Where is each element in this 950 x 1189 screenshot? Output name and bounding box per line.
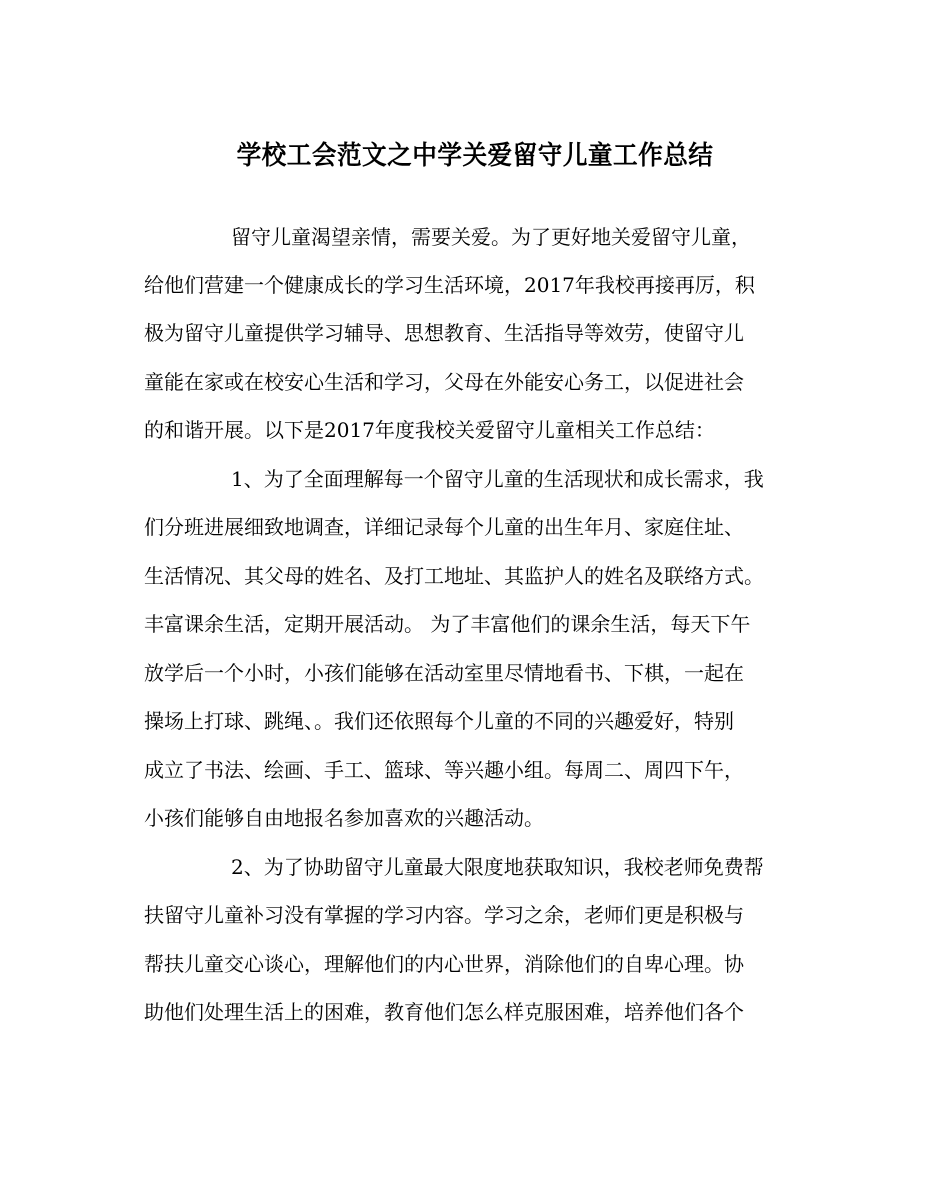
paragraph-line: 操场上打球、跳绳、。我们还依照每个儿童的不同的兴趣爱好，特别 xyxy=(144,709,734,733)
paragraph-line: 极为留守儿童提供学习辅导、思想教育、生活指导等效劳，使留守儿 xyxy=(144,321,744,345)
document-title: 学校工会范文之中学关爱留守儿童工作总结 xyxy=(236,141,714,171)
paragraph-line: 2、为了协助留守儿童最大限度地获取知识，我校老师免费帮 xyxy=(231,855,764,879)
paragraph-line: 留守儿童渴望亲情，需要关爱。为了更好地关爱留守儿童， xyxy=(231,225,751,249)
paragraph-line: 助他们处理生活上的困难，教育他们怎么样克服困难，培养他们各个 xyxy=(144,1000,744,1024)
paragraph-line: 们分班进展细致地调查，详细记录每个儿童的出生年月、家庭住址、 xyxy=(144,515,744,539)
paragraph-line: 帮扶儿童交心谈心，理解他们的内心世界，消除他们的自卑心理。协 xyxy=(144,952,744,976)
paragraph-line: 扶留守儿童补习没有掌握的学习内容。学习之余，老师们更是积极与 xyxy=(144,903,744,927)
paragraph-line: 给他们营建一个健康成长的学习生活环境，2017年我校再接再厉，积 xyxy=(144,273,755,297)
paragraph-line: 丰富课余生活，定期开展活动。 为了丰富他们的课余生活，每天下午 xyxy=(144,612,751,636)
paragraph-line: 童能在家或在校安心生活和学习，父母在外能安心务工，以促进社会 xyxy=(144,370,744,394)
paragraph-line: 小孩们能够自由地报名参加喜欢的兴趣活动。 xyxy=(144,806,544,830)
paragraph-line: 放学后一个小时，小孩们能够在活动室里尽情地看书、下棋，一起在 xyxy=(144,661,744,685)
paragraph-line: 的和谐开展。以下是2017年度我校关爱留守儿童相关工作总结： xyxy=(144,418,715,442)
paragraph-line: 生活情况、其父母的姓名、及打工地址、其监护人的姓名及联络方式。 xyxy=(144,564,764,588)
paragraph-line: 成立了书法、绘画、手工、篮球、等兴趣小组。每周二、周四下午， xyxy=(144,758,744,782)
paragraph-line: 1、为了全面理解每一个留守儿童的生活现状和成长需求，我 xyxy=(231,467,764,491)
